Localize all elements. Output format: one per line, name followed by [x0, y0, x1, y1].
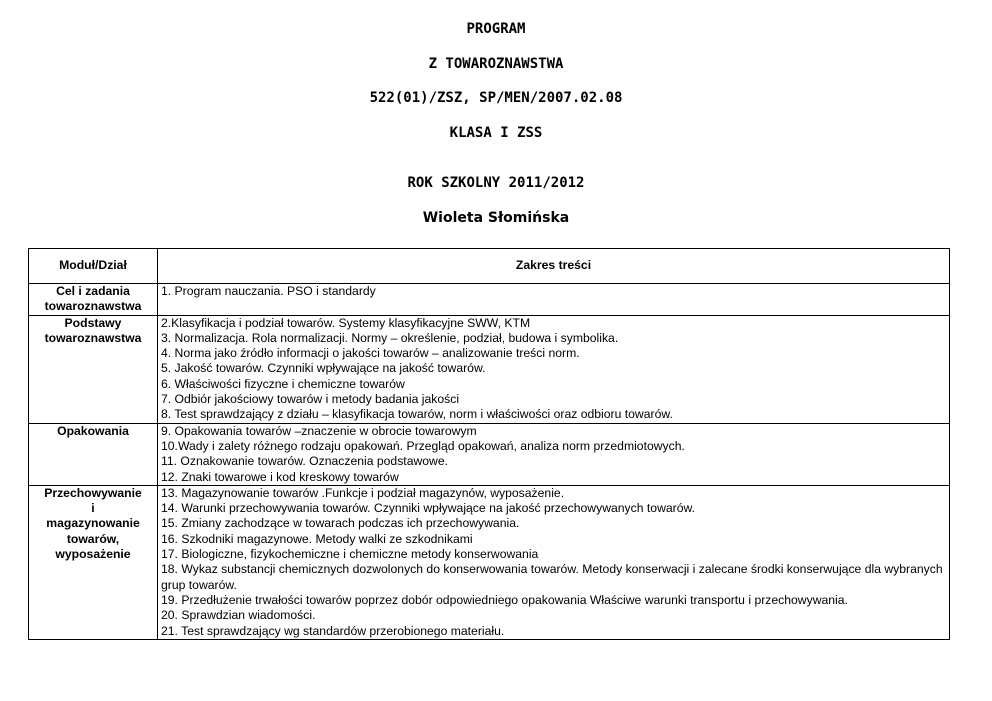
content-item: 19. Przedłużenie trwałości towarów poprzez dobór odpowiedniego opakowania Właściwe warunki transportu i przechowywania.: [161, 592, 848, 607]
content-item: 1. Program nauczania. PSO i standardy: [161, 284, 376, 298]
content-cell: [158, 423, 950, 485]
author-name: Wioleta Słomińska: [422, 210, 570, 226]
content-item: 2.Klasyfikacja i podział towarów. Systemy klasyfikacyjne SWW, KTM: [161, 315, 531, 330]
module-cell: [29, 485, 158, 639]
content-cell: [158, 315, 950, 423]
module-cell: [29, 315, 158, 423]
program-title: PROGRAM: [466, 21, 526, 37]
content-item: 10.Wady i zalety różnego rodzaju opakowań. Przegląd opakowań, analiza norm przedmiotowych.: [161, 438, 685, 453]
content-item: 6. Właściwości fizyczne i chemiczne towarów: [161, 376, 405, 391]
content-cell: [158, 284, 950, 316]
module-name-line: towaroznawstwa: [44, 299, 142, 314]
content-item: 14. Warunki przechowywania towarów. Czynniki wpływające na jakość przechowywanych towarów.: [161, 501, 695, 516]
content-item: 15. Zmiany zachodzące w towarach podczas ich przechowywania.: [161, 516, 520, 531]
table-header-row: [29, 249, 950, 284]
content-item: 3. Normalizacja. Rola normalizacji. Normy – określenie, podział, budowa i symbolika.: [161, 330, 619, 345]
content-column-header: Zakres treści: [158, 249, 950, 284]
table-row: [29, 485, 950, 639]
content-item: 4. Norma jako źródło informacji o jakości towarów – analizowanie treści norm.: [161, 346, 580, 361]
content-item: 17. Biologiczne, fizykochemiczne i chemiczne metody konserwowania: [161, 547, 539, 562]
class-label: KLASA I ZSS: [449, 125, 543, 141]
content-cell: [158, 485, 950, 639]
module-name-line: Przechowywanie: [44, 485, 142, 500]
table-row: [29, 315, 950, 423]
module-name-line: Podstawy: [64, 315, 122, 330]
module-cell: [29, 423, 158, 485]
subject-title: Z TOWAROZNAWSTWA: [428, 56, 564, 72]
content-item: 9. Opakowania towarów –znaczenie w obrocie towarowym: [161, 423, 477, 438]
module-cell: [29, 284, 158, 316]
table-body: [29, 284, 950, 640]
content-item: 18. Wykaz substancji chemicznych dozwolonych do konserwowania towarów. Metody konserwacji i zalecane środki konserwujące dla wybranych grup towarów.: [161, 562, 943, 592]
module-name-line: i: [91, 501, 95, 516]
content-item: 11. Oznakowanie towarów. Oznaczenia podstawowe.: [161, 454, 449, 469]
module-name-line: Opakowania: [57, 423, 129, 438]
content-item: 16. Szkodniki magazynowe. Metody walki ze szkodnikami: [161, 531, 473, 546]
table-row: [29, 284, 950, 316]
content-item: 21. Test sprawdzający wg standardów przerobionego materiału.: [161, 623, 505, 638]
content-item: 20. Sprawdzian wiadomości.: [161, 608, 316, 623]
content-item: 8. Test sprawdzający z działu – klasyfikacja towarów, norm i właściwości oraz odbioru towarów.: [161, 407, 673, 422]
module-name-line: Cel i zadania: [56, 284, 130, 298]
module-column-header: Moduł/Dział: [29, 249, 158, 284]
school-year: ROK SZKOLNY 2011/2012: [407, 175, 585, 191]
content-item: 7. Odbiór jakościowy towarów i metody badania jakości: [161, 392, 460, 407]
content-item: 13. Magazynowanie towarów .Funkcje i podział magazynów, wyposażenie.: [161, 485, 565, 500]
module-name-line: towaroznawstwa: [44, 330, 142, 345]
content-item: 12. Znaki towarowe i kod kreskowy towarów: [161, 469, 399, 484]
curriculum-table: [28, 248, 950, 640]
program-code: 522(01)/ZSZ, SP/MEN/2007.02.08: [369, 90, 623, 106]
module-name-line: magazynowanie: [46, 516, 140, 531]
module-name-line: towarów,: [66, 531, 120, 546]
module-name-line: wyposażenie: [55, 547, 131, 562]
table-row: [29, 423, 950, 485]
content-item: 5. Jakość towarów. Czynniki wpływające na jakość towarów.: [161, 361, 486, 376]
